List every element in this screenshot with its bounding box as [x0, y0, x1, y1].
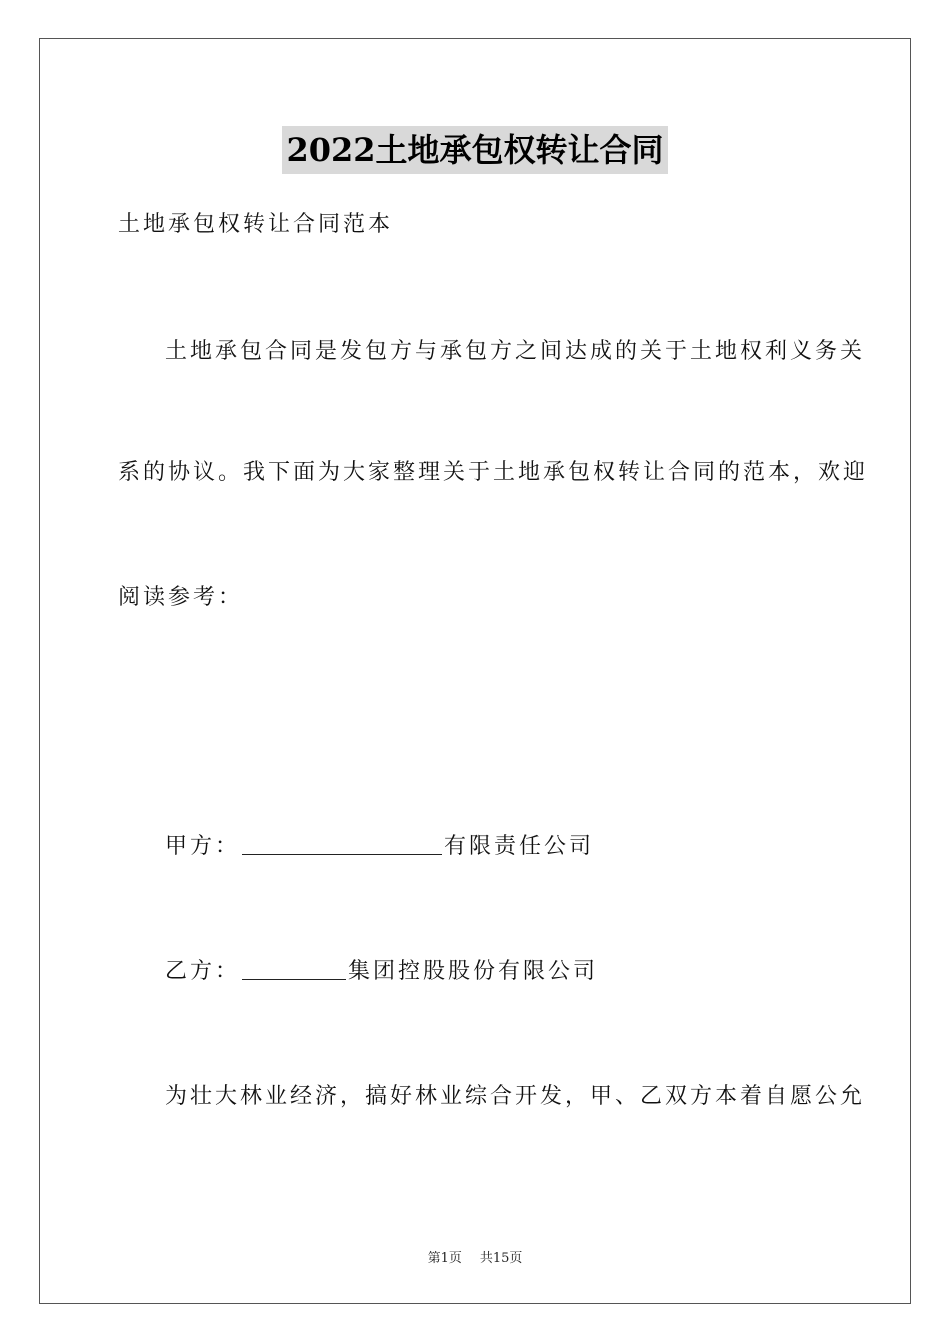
body-line-1: 为壮大林业经济，搞好林业综合开发，甲、乙双方本着自愿公允 — [165, 1084, 866, 1109]
party-b-line — [165, 957, 885, 987]
party-a-label: 甲方： — [165, 834, 241, 859]
document-title: 2022土地承包权转让合同 — [282, 126, 667, 174]
document-subtitle: 土地承包权转让合同范本 — [118, 212, 394, 237]
intro-line-2: 系的协议。我下面为大家整理关于土地承包权转让合同的范本，欢迎 — [118, 460, 869, 485]
intro-line-1: 土地承包合同是发包方与承包方之间达成的关于土地权利义务关 — [165, 339, 866, 364]
party-b-label: 乙方： — [165, 959, 241, 984]
party-b-suffix: 集团控股股份有限公司 — [348, 959, 599, 984]
party-b-blank[interactable] — [242, 957, 346, 980]
party-a-blank[interactable] — [242, 832, 442, 855]
page-total: 共15页 — [479, 1251, 523, 1266]
page-footer — [0, 1247, 950, 1266]
party-a-suffix: 有限责任公司 — [444, 834, 595, 859]
party-a-line — [165, 832, 885, 862]
title-container — [0, 126, 950, 174]
page-current: 第1页 — [427, 1251, 462, 1266]
intro-line-3: 阅读参考： — [118, 585, 244, 610]
